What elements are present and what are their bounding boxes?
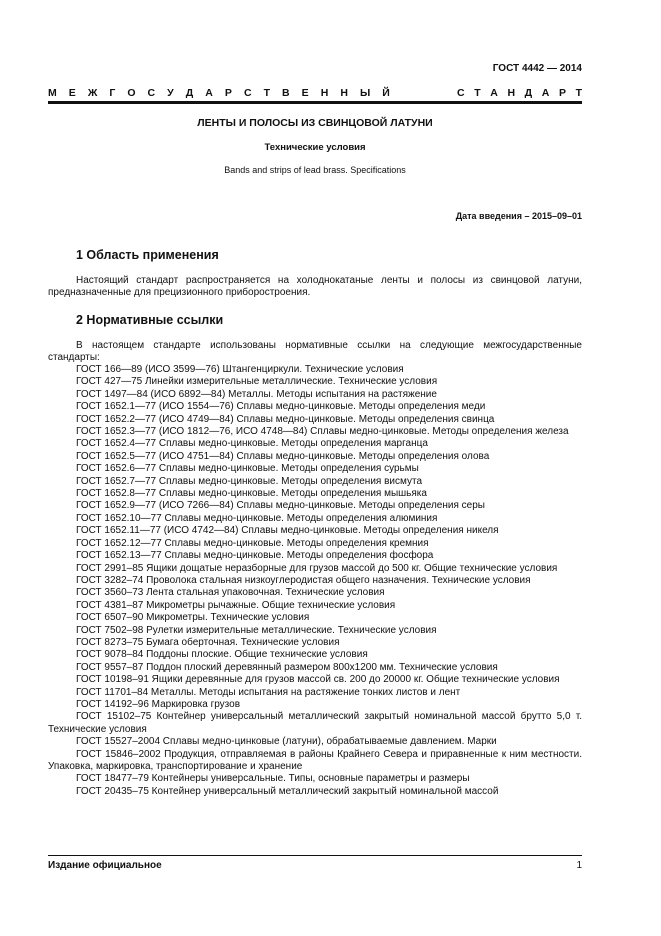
standard-banner (48, 87, 582, 101)
banner-letter: С (147, 87, 156, 99)
reference-item: ГОСТ 427—75 Линейки измерительные металлические. Технические условия (76, 376, 438, 388)
banner-letter: Н (507, 87, 516, 99)
banner-letter: Д (524, 87, 533, 99)
banner-letter: Н (320, 87, 329, 99)
introduction-date: Дата введения – 2015–09–01 (455, 211, 582, 221)
banner-letter: Т (263, 87, 270, 99)
footer-rule (48, 855, 582, 856)
reference-list (48, 364, 582, 798)
banner-letter: Й (382, 87, 390, 99)
banner-letter: Т (474, 87, 481, 99)
official-edition-label: Издание официальное (48, 860, 162, 871)
reference-item: ГОСТ 1652.3—77 (ИСО 1812—76, ИСО 4748—84) Сплавы медно-цинковые. Методы определения железа (76, 426, 569, 438)
reference-item: ГОСТ 15102–75 Контейнер универсальный металлический закрытый номинальной массой брутто 5,0 т. Технические условия (48, 711, 582, 735)
reference-item: ГОСТ 166—89 (ИСО 3599—76) Штангенциркули. Технические условия (76, 364, 404, 375)
section-heading-scope: 1 Область применения (76, 248, 219, 262)
section-heading-references: 2 Нормативные ссылки (76, 313, 224, 327)
reference-item: ГОСТ 1652.1—77 (ИСО 1554—76) Сплавы медно-цинковые. Методы определения меди (76, 401, 486, 413)
reference-item: ГОСТ 1652.10—77 Сплавы медно-цинковые. Методы определения алюминия (76, 512, 438, 524)
banner-letter: Ы (359, 87, 371, 99)
banner-letter: А (205, 87, 213, 99)
reference-item: ГОСТ 3282–74 Проволока стальная низкоуглеродистая общего назначения. Технические условия (76, 574, 531, 586)
reference-item: ГОСТ 1497—84 (ИСО 6892—84) Металлы. Методы испытания на растяжение (76, 388, 437, 400)
banner-word-interstate (48, 87, 390, 101)
document-title: ЛЕНТЫ И ПОЛОСЫ ИЗ СВИНЦОВОЙ ЛАТУНИ (197, 117, 433, 129)
english-title: Bands and strips of lead brass. Specifications (224, 165, 406, 175)
document-code: ГОСТ 4442 — 2014 (492, 63, 582, 74)
reference-item: ГОСТ 15527–2004 Сплавы медно-цинковые (латуни), обрабатываемые давлением. Марки (76, 736, 497, 748)
reference-item: ГОСТ 1652.12—77 Сплавы медно-цинковые. Методы определения кремния (76, 537, 429, 549)
banner-letter: О (127, 87, 136, 99)
banner-letter: Ж (87, 87, 98, 99)
banner-letter: С (243, 87, 252, 99)
reference-item: ГОСТ 2991–85 Ящики дощатые неразборные для грузов массой до 500 кг. Общие технические условия (76, 562, 558, 574)
reference-item: ГОСТ 1652.13—77 Сплавы медно-цинковые. Методы определения фосфора (76, 550, 434, 562)
banner-letter: А (541, 87, 550, 99)
reference-item: ГОСТ 15846–2002 Продукция, отправляемая в районы Крайнего Севера и приравненные к ним местности. Упаковка, маркировка, транспортирование и хранение (48, 748, 582, 772)
reference-item: ГОСТ 9078–84 Поддоны плоские. Общие технические условия (76, 649, 368, 661)
reference-item: ГОСТ 7502–98 Рулетки измерительные металлические. Технические условия (76, 624, 437, 636)
banner-letter: В (282, 87, 290, 99)
reference-item: ГОСТ 1652.8—77 Сплавы медно-цинковые. Методы определения мышьяка (76, 488, 427, 500)
banner-letter: Е (68, 87, 76, 99)
banner-letter: Д (185, 87, 194, 99)
reference-item: ГОСТ 1652.6—77 Сплавы медно-цинковые. Методы определения сурьмы (76, 463, 419, 475)
banner-letter: Г (109, 87, 116, 99)
reference-item: ГОСТ 1652.5—77 (ИСО 4751—84) Сплавы медно-цинковые. Методы определения олова (76, 450, 490, 462)
reference-item: ГОСТ 10198–91 Ящики деревянные для грузов массой св. 200 до 20000 кг. Общие технические условия (76, 674, 560, 686)
reference-item: ГОСТ 18477–79 Контейнеры универсальные. Типы, основные параметры и размеры (76, 773, 470, 785)
banner-letter: М (48, 87, 57, 99)
document-subtitle: Технические условия (264, 142, 366, 153)
reference-item: ГОСТ 14192–96 Маркировка грузов (76, 698, 241, 710)
reference-item: ГОСТ 6507–90 Микрометры. Технические условия (76, 612, 310, 624)
reference-item: ГОСТ 1652.4—77 Сплавы медно-цинковые. Методы определения марганца (76, 438, 428, 450)
banner-word-standard (457, 87, 582, 101)
banner-letter: Р (558, 87, 566, 99)
reference-item: ГОСТ 8273–75 Бумага оберточная. Технические условия (76, 636, 340, 648)
section-text-scope: Настоящий стандарт распространяется на холоднокатаные ленты и полосы из свинцовой латуни, предназначенные для прецизионного приборостроения. (48, 275, 582, 299)
reference-item: ГОСТ 1652.2—77 (ИСО 4749—84) Сплавы медно-цинковые. Методы определения свинца (76, 413, 495, 425)
banner-letter: У (167, 87, 174, 99)
reference-item: ГОСТ 4381–87 Микрометры рычажные. Общие технические условия (76, 599, 396, 611)
banner-letter: Н (340, 87, 348, 99)
section-text-references: В настоящем стандарте использованы нормативные ссылки на следующие межгосударственные стандарты: (48, 340, 582, 364)
reference-item: ГОСТ 3560–73 Лента стальная упаковочная. Технические условия (76, 587, 385, 599)
reference-item: ГОСТ 11701–84 Металлы. Методы испытания на растяжение тонких листов и лент (76, 686, 461, 698)
banner-letter: С (457, 87, 465, 99)
reference-item: ГОСТ 1652.11—77 (ИСО 4742—84) Сплавы медно-цинковые. Методы определения никеля (76, 525, 499, 537)
header-rule (48, 101, 582, 104)
reference-item: ГОСТ 20435–75 Контейнер универсальный металлический закрытый номинальной массой (76, 785, 499, 797)
reference-item: ГОСТ 9557–87 Поддон плоский деревянный размером 800х1200 мм. Технические условия (76, 661, 498, 673)
banner-letter: Т (575, 87, 582, 99)
reference-item: ГОСТ 1652.9—77 (ИСО 7266—84) Сплавы медно-цинковые. Методы определения серы (76, 500, 485, 512)
banner-letter: А (490, 87, 498, 99)
reference-item: ГОСТ 1652.7—77 Сплавы медно-цинковые. Методы определения висмута (76, 475, 423, 487)
page-number: 1 (576, 860, 582, 871)
banner-letter: Е (301, 87, 309, 99)
banner-letter: Р (224, 87, 232, 99)
